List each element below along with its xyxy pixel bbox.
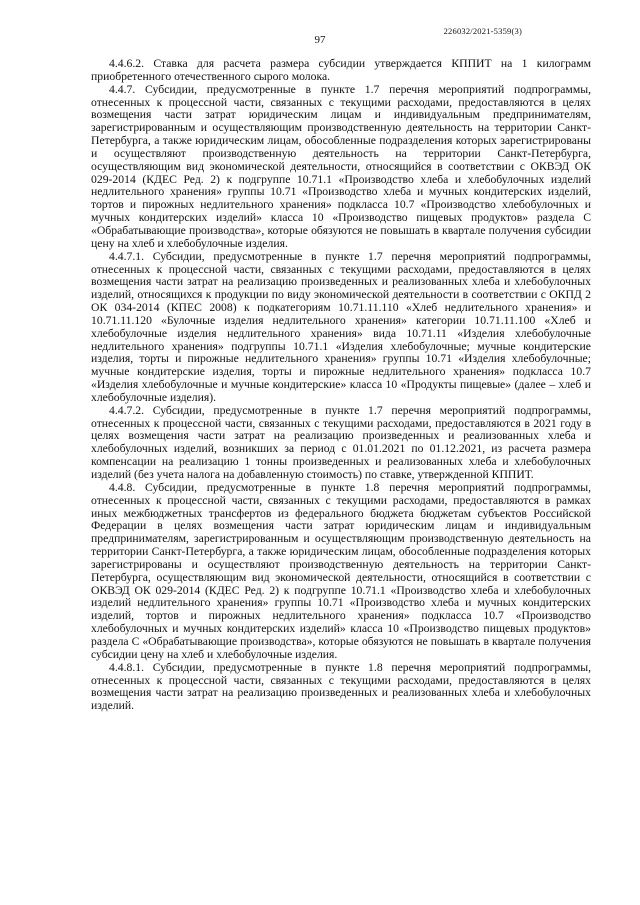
page-number: 97: [314, 34, 326, 46]
paragraph-4-4-6-2: 4.4.6.2. Ставка для расчета размера субсидии утверждается КППИТ на 1 килограмм приобретенного отечественного сырого молока.: [91, 57, 591, 83]
paragraph-4-4-8-1: 4.4.8.1. Субсидии, предусмотренные в пункте 1.8 перечня мероприятий подпрограммы, отнесенных к процессной части, связанных с текущими расходами, предоставляются в целях возмещения части затрат на реализацию произведенных и реализованных хлеба и хлебобулочных изделий.: [91, 660, 591, 713]
document-registration-number: 226032/2021-5359(3): [443, 26, 522, 36]
document-body: [91, 58, 591, 713]
paragraph-4-4-8: 4.4.8. Субсидии, предусмотренные в пункте 1.8 перечня мероприятий подпрограммы, отнесенных к процессной части, связанных с текущими расходами, предоставляются в рамках иных межбюджетных трансфертов из федерального бюджета бюджетам субъектов Российской Федерации в целях возмещения части затрат юридическим лицам и индивидуальным предпринимателям, зарегистрированным и осуществляющим производственную деятельность на территории Санкт-Петербурга, а также юридическим лицам, обособленные подразделения которых зарегистрированы и осуществляют производственную деятельность на территории Санкт-Петербурга, осуществляющим вид экономической деятельности, относящийся в соответствии с ОКВЭД ОК 029-2014 (КДЕС Ред. 2) к подгруппе 10.71.1 «Производство хлеба и хлебобулочных изделий недлительного хранения» группы 10.71 «Производство хлеба и мучных кондитерских изделий, тортов и пирожных недлительного хранения» подкласса 10.7 «Производство хлебобулочных и мучных кондитерских изделий» класса 10 «Производство пищевых продуктов» раздела С «Обрабатывающие производства», которые обязуются не повышать в квартале получения субсидии цену на хлеб и хлебобулочные изделия.: [91, 480, 591, 661]
paragraph-4-4-7-1: 4.4.7.1. Субсидии, предусмотренные в пункте 1.7 перечня мероприятий подпрограммы, отнесенных к процессной части, связанных с текущими расходами, предоставляются в целях возмещения части затрат на реализацию произведенных и реализованных хлеба и хлебобулочных изделий, относящихся к продукции по виду экономической деятельности в соответствии с ОКПД 2 ОК 034-2014 (КПЕС 2008) к подкатегориям 10.71.11.110 «Хлеб недлительного хранения» и 10.71.11.120 «Булочные изделия недлительного хранения» категории 10.71.11.100 «Хлеб и хлебобулочные изделия недлительного хранения» вида 10.71.11 «Изделия хлебобулочные недлительного хранения» подгруппы 10.71.1 «Изделия хлебобулочные; мучные кондитерские изделия, торты и пирожные недлительного хранения» группы 10.71 «Изделия хлебобулочные; мучные кондитерские изделия, торты и пирожные недлительного хранения» подкласса 10.7 «Изделия хлебобулочные и мучные кондитерские» класса 10 «Продукты пищевые» (далее – хлеб и хлебобулочные изделия).: [91, 249, 591, 404]
paragraph-4-4-7-2: 4.4.7.2. Субсидии, предусмотренные в пункте 1.7 перечня мероприятий подпрограммы, отнесенных к процессной части, связанных с текущими расходами, предоставляются в 2021 году в целях возмещения части затрат на реализацию произведенных и реализованных хлеба и хлебобулочных изделий, возникших за период с 01.01.2021 по 01.12.2021, из расчета размера компенсации на реализацию 1 тонны произведенных и реализованных хлеба и хлебобулочных изделий (без учета налога на добавленную стоимость) по ставке, утвержденной КППИТ.: [91, 403, 591, 481]
paragraph-4-4-7: 4.4.7. Субсидии, предусмотренные в пункте 1.7 перечня мероприятий подпрограммы, отнесенных к процессной части, связанных с текущими расходами, предоставляются в целях возмещения части затрат юридическим лицам и индивидуальным предпринимателям, зарегистрированным и осуществляющим производственную деятельность на территории Санкт-Петербурга, а также юридическим лицам, обособленные подразделения которых зарегистрированы и осуществляют производственную деятельность на территории Санкт-Петербурга, осуществляющим вид экономической деятельности, относящийся в соответствии с ОКВЭД ОК 029-2014 (КДЕС Ред. 2) к подгруппе 10.71.1 «Производство хлеба и хлебобулочных изделий недлительного хранения» группы 10.71 «Производство хлеба и мучных кондитерских изделий, тортов и пирожных недлительного хранения» подкласса 10.7 «Производство хлебобулочных и мучных кондитерских изделий» класса 10 «Производство пищевых продуктов» раздела С «Обрабатывающие производства», которые обязуются не повышать в квартале получения субсидии цену на хлеб и хлебобулочные изделия.: [91, 82, 591, 250]
